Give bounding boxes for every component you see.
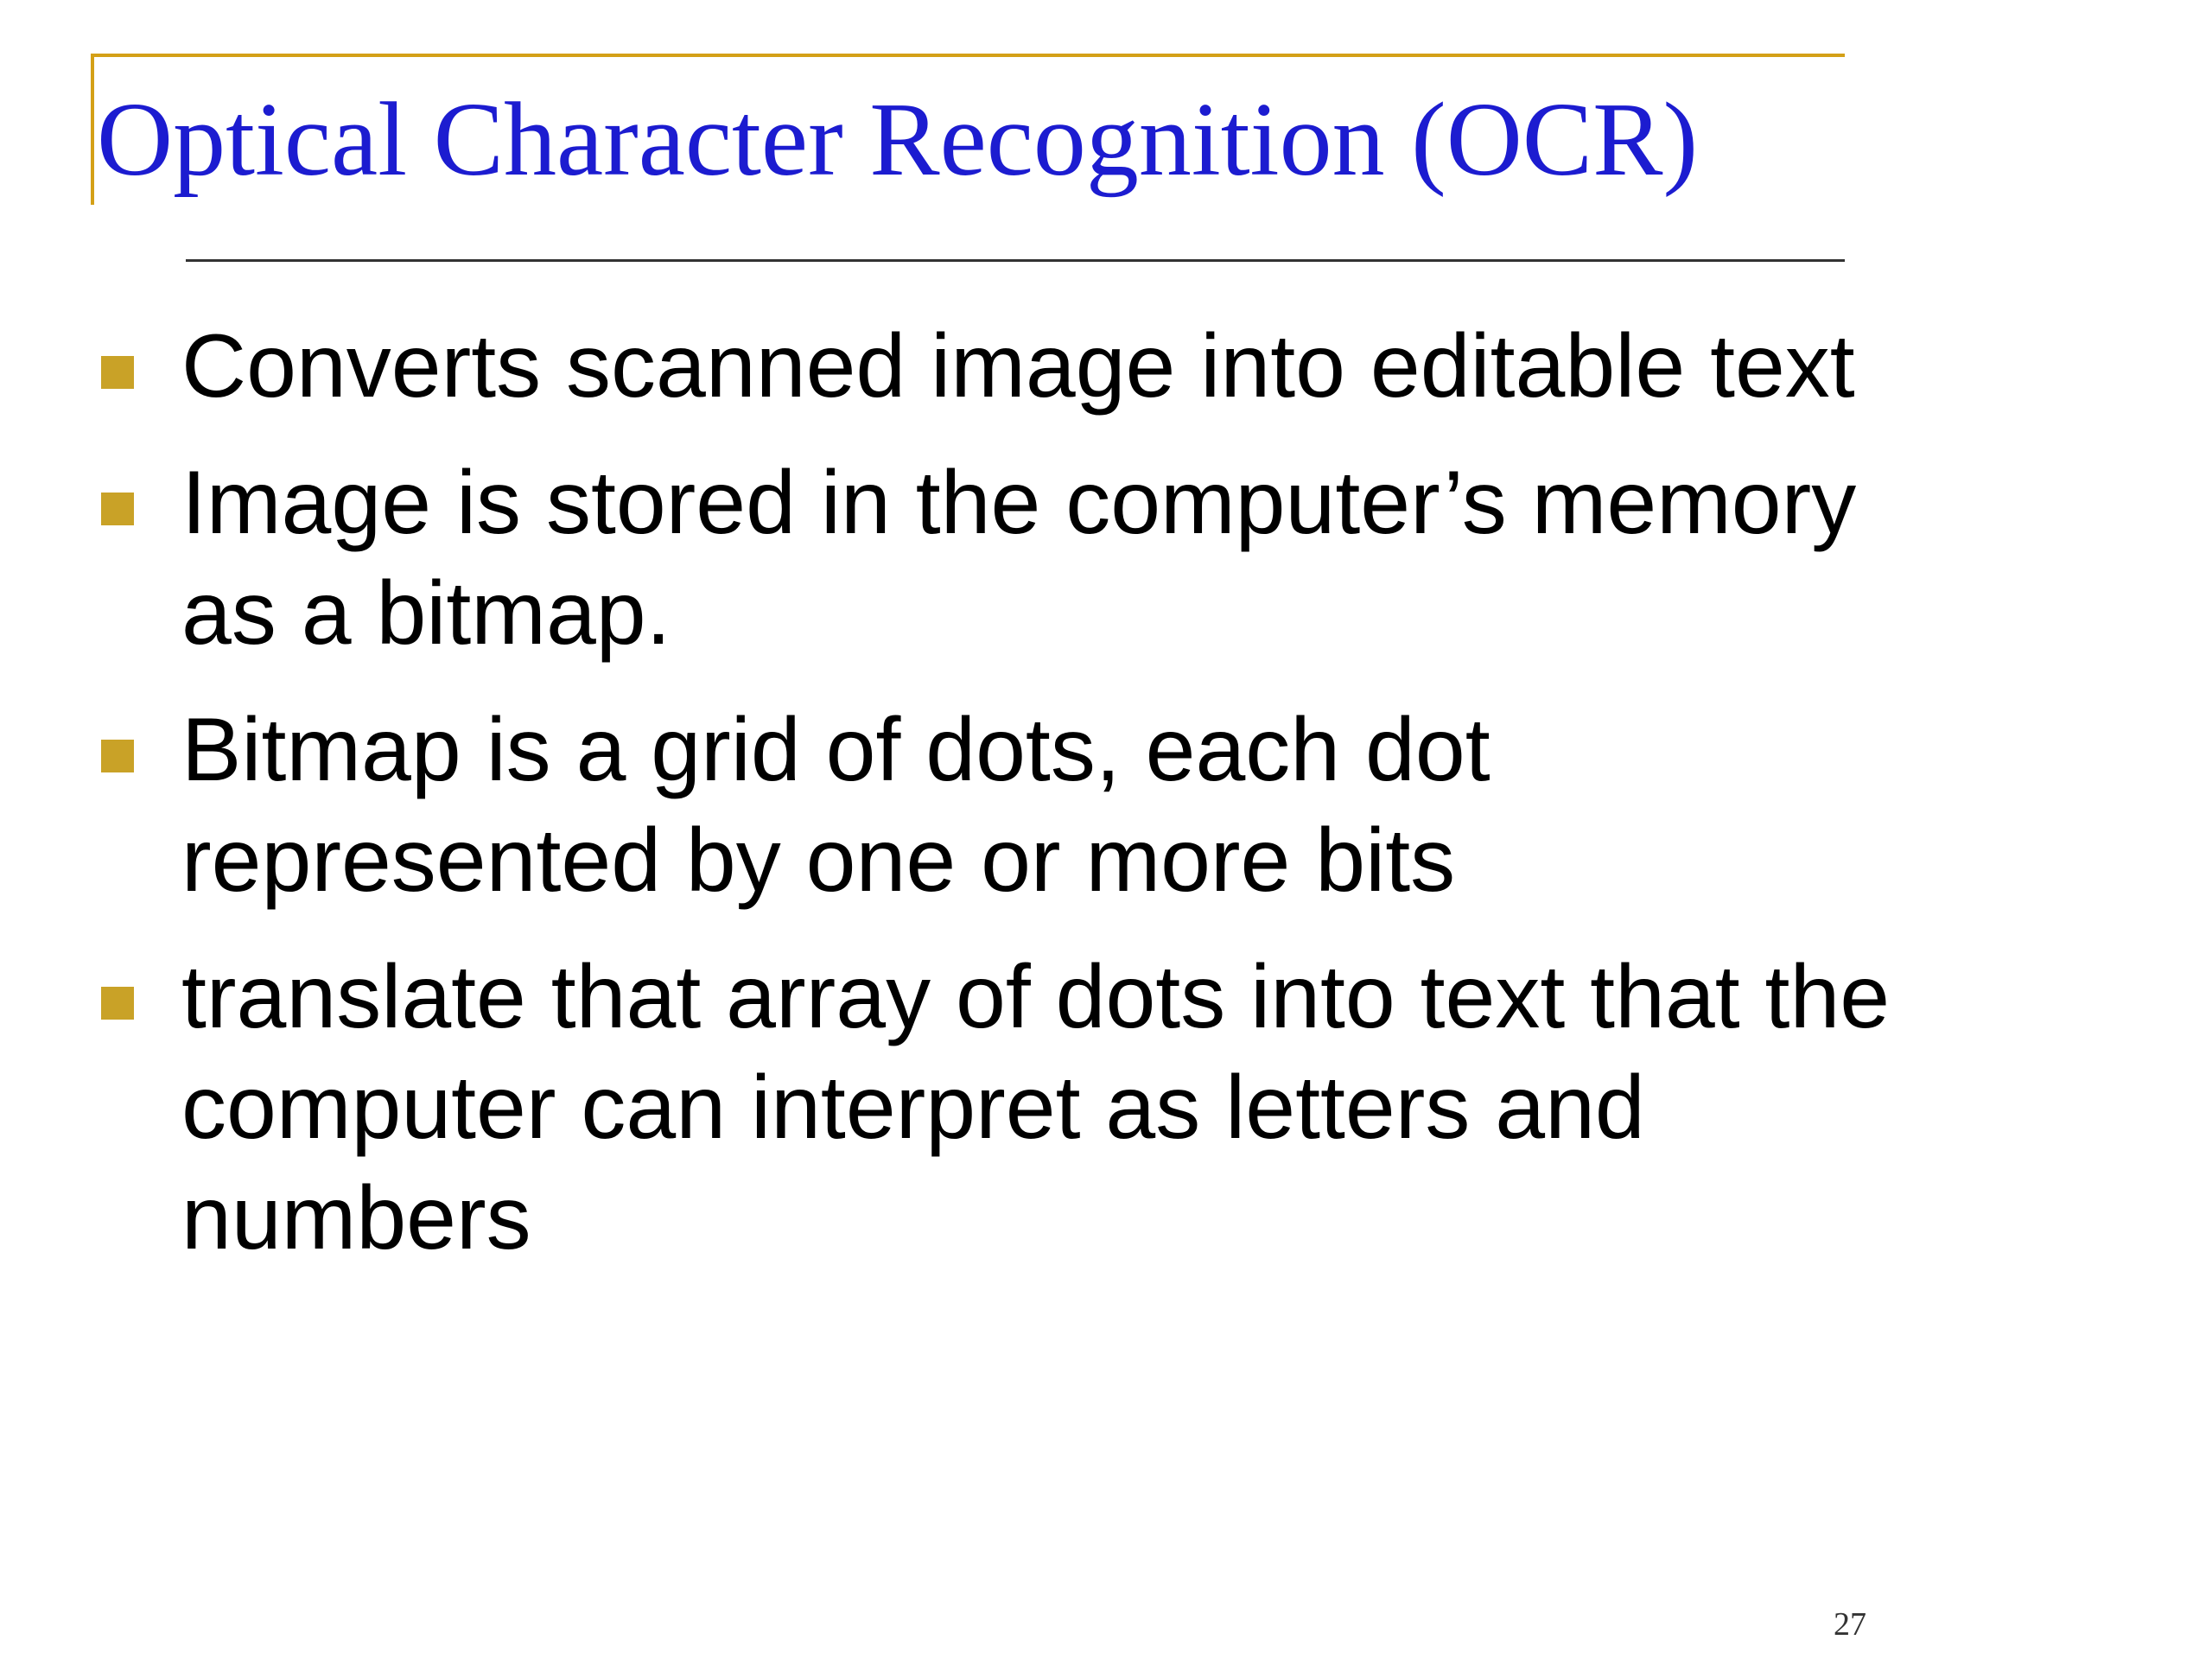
bullet-item xyxy=(0,695,1901,916)
slide-title: Optical Character Recognition (OCR) xyxy=(97,81,1699,198)
bullet-text: Converts scanned image into editable text xyxy=(181,316,1855,416)
bullet-text: translate that array of dots into text that the computer can interpret as letters and numbers xyxy=(181,947,1891,1268)
square-bullet-icon xyxy=(101,493,134,525)
bullet-item xyxy=(0,942,1901,1274)
title-frame-left-border xyxy=(91,54,94,205)
bullet-item xyxy=(0,311,1901,422)
square-bullet-icon xyxy=(101,740,134,772)
square-bullet-icon xyxy=(101,987,134,1020)
title-divider xyxy=(186,259,1845,262)
bullet-text: Image is stored in the computer’s memory as a bitmap. xyxy=(181,453,1857,664)
page-number: 27 xyxy=(1834,1606,1866,1643)
title-frame-top-border xyxy=(91,54,1845,57)
square-bullet-icon xyxy=(101,356,134,389)
bullet-list xyxy=(0,311,1901,1300)
bullet-text: Bitmap is a grid of dots, each dot represented by one or more bits xyxy=(181,700,1491,911)
bullet-item xyxy=(0,448,1901,669)
